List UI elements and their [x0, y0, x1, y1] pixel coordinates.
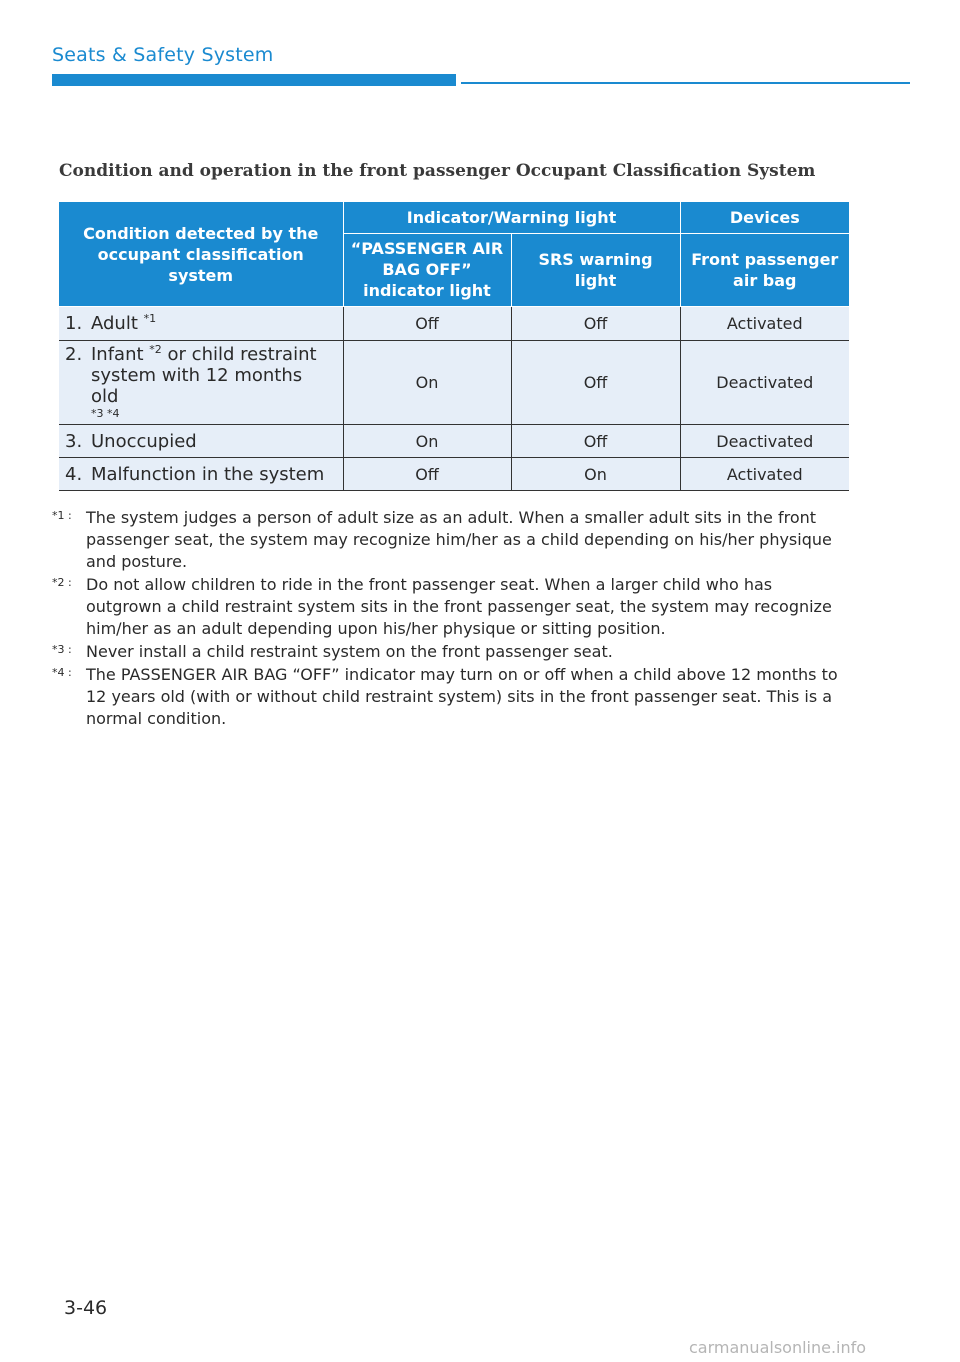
footnote-text: Do not allow children to ride in the front passenger seat. When a larger child who has outgrown a child restraint system sits in the front passenger seat, the system may recognize him/her as an adult depending upon his/her physique or sitting position.: [86, 575, 832, 638]
airbag-cell: Activated: [680, 458, 849, 491]
header-rule: [461, 82, 910, 84]
occupant-classification-table: [59, 201, 849, 491]
srs-cell: Off: [511, 341, 680, 425]
row-number: 3.: [65, 430, 83, 452]
watermark-text: carmanualsonline.info: [689, 1338, 867, 1357]
table-row: [59, 341, 849, 425]
srs-cell: On: [511, 458, 680, 491]
airbag-cell: Deactivated: [680, 341, 849, 425]
footnote-text: The system judges a person of adult size as an adult. When a smaller adult sits in the front passenger seat, the system may recognize him/her as a child depending on his/her physique and posture.: [86, 508, 832, 571]
row-number: 2.: [65, 344, 83, 365]
footnote-mark: *3 :: [52, 643, 72, 656]
header-devices: Devices: [680, 202, 849, 234]
footnote: [52, 664, 852, 730]
table-row: [59, 458, 849, 491]
condition-text: Adult: [91, 313, 138, 334]
row-number: 1.: [65, 313, 83, 334]
airbag-cell: Activated: [680, 307, 849, 341]
header-front-passenger-airbag: Front passenger air bag: [680, 233, 849, 306]
header-condition: Condition detected by the occupant classification system: [59, 202, 343, 307]
header-srs-warning-light: SRS warning light: [511, 233, 680, 306]
table-row: [59, 307, 849, 341]
footnote: [52, 641, 852, 663]
page-number: 3-46: [64, 1297, 108, 1319]
indicator-cell: Off: [343, 458, 511, 491]
header-indicator-group: Indicator/Warning light: [343, 202, 680, 234]
footnote-mark: *2 :: [52, 576, 72, 589]
footnote-text: The PASSENGER AIR BAG “OFF” indicator may turn on or off when a child above 12 months to 12 years old (with or without child restraint system) sits in the front passenger seat. This is a normal condition.: [86, 665, 838, 728]
footnote-ref: *1: [143, 312, 157, 325]
condition-text: Malfunction in the system: [91, 463, 325, 485]
srs-cell: Off: [511, 425, 680, 458]
condition-text: Infant: [91, 344, 144, 365]
indicator-cell: Off: [343, 307, 511, 341]
footnotes: [52, 507, 852, 731]
section-title: Condition and operation in the front passenger Occupant Classification System: [59, 161, 816, 181]
table-row: [59, 425, 849, 458]
footnote: [52, 574, 852, 640]
airbag-cell: Deactivated: [680, 425, 849, 458]
srs-cell: Off: [511, 307, 680, 341]
footnote: [52, 507, 852, 573]
header-accent-bar: [52, 74, 456, 86]
condition-cell: [59, 341, 343, 425]
footnote-mark: *1 :: [52, 509, 72, 522]
header-passenger-airbag-off-indicator: “PASSENGER AIR BAG OFF” indicator light: [343, 233, 511, 306]
indicator-cell: On: [343, 425, 511, 458]
footnote-ref: *3 *4: [91, 407, 120, 420]
footnote-mark: *4 :: [52, 666, 72, 679]
condition-cell: [59, 425, 343, 458]
footnote-ref: *2: [149, 343, 162, 356]
condition-cell: [59, 458, 343, 491]
condition-cell: [59, 307, 343, 341]
condition-text: Unoccupied: [91, 430, 197, 452]
condition-text-cont: or child restraint system with 12 months old: [91, 344, 317, 407]
footnote-text: Never install a child restraint system on the front passenger seat.: [86, 642, 613, 661]
indicator-cell: On: [343, 341, 511, 425]
section-header: Seats & Safety System: [52, 44, 274, 66]
row-number: 4.: [65, 463, 83, 485]
